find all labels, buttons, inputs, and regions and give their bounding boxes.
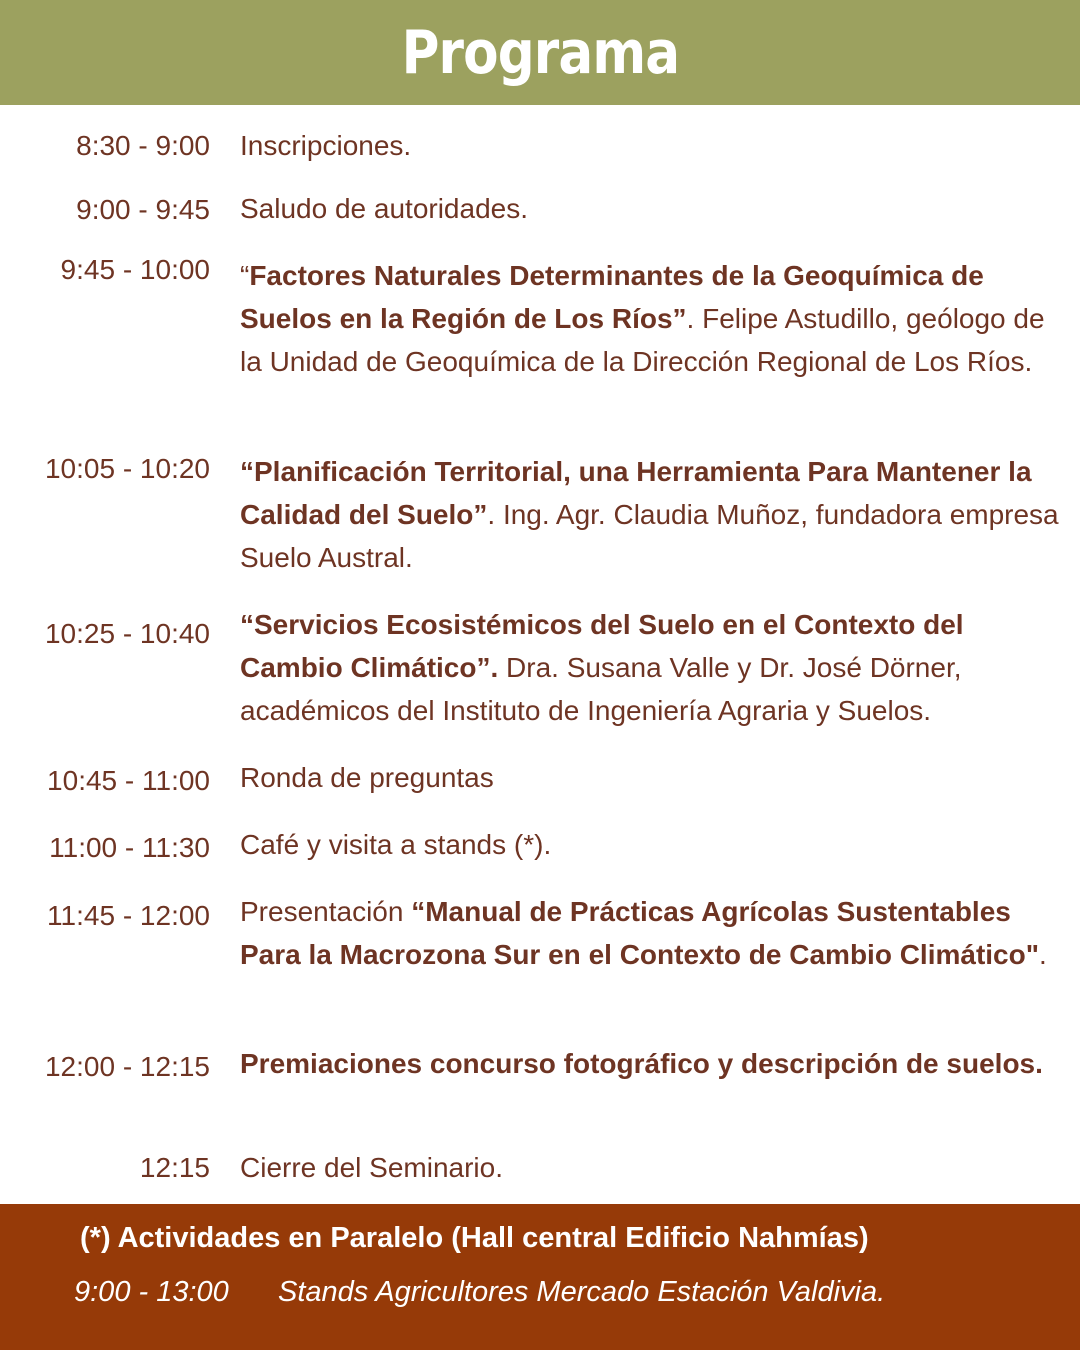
schedule-time: 10:05 - 10:20 bbox=[44, 453, 210, 484]
schedule-time: 10:45 - 11:00 bbox=[47, 765, 210, 796]
schedule-description: Premiaciones concurso fotográfico y descripción de suelos. bbox=[240, 1048, 1043, 1079]
schedule-description: Ronda de preguntas bbox=[240, 762, 494, 793]
footer-description: Stands Agricultores Mercado Estación Valdivia. bbox=[278, 1276, 886, 1308]
schedule-time: 11:00 - 11:30 bbox=[49, 832, 210, 863]
schedule-time: 9:45 - 10:00 bbox=[60, 254, 210, 285]
schedule-description: Presentación “Manual de Prácticas Agrícolas Sustentables Para la Macrozona Sur en el Contexto de Cambio Climático". bbox=[240, 896, 1047, 970]
schedule-description: “Factores Naturales Determinantes de la Geoquímica de Suelos en la Región de Los Ríos”. Felipe Astudillo, geólogo de la Unidad de Geoquímica de la Dirección Regional de Los Ríos. bbox=[240, 260, 1045, 377]
page-title: Programa bbox=[401, 17, 679, 88]
footer-title: (*) Actividades en Paralelo (Hall central Edificio Nahmías) bbox=[80, 1222, 869, 1254]
schedule-description: Inscripciones. bbox=[240, 130, 412, 161]
schedule-time: 12:15 bbox=[139, 1152, 210, 1183]
schedule-description: “Planificación Territorial, una Herramienta Para Mantener la Calidad del Suelo”. Ing. Agr. Claudia Muñoz, fundadora empresa Suelo Austral. bbox=[240, 456, 1059, 573]
schedule-time: 8:30 - 9:00 bbox=[76, 130, 210, 161]
schedule-time: 12:00 - 12:15 bbox=[44, 1051, 210, 1082]
schedule-description: “Servicios Ecosistémicos del Suelo en el Contexto del Cambio Climático”. Dra. Susana Valle y Dr. José Dörner, académicos del Instituto de Ingeniería Agraria y Suelos. bbox=[240, 609, 964, 726]
schedule-time: 10:25 - 10:40 bbox=[44, 618, 210, 649]
schedule-time: 9:00 - 9:45 bbox=[76, 194, 210, 225]
parallel-activities-footer bbox=[0, 1204, 1080, 1350]
schedule-description: Saludo de autoridades. bbox=[240, 193, 528, 224]
schedule-time: 11:45 - 12:00 bbox=[47, 900, 210, 931]
footer-time: 9:00 - 13:00 bbox=[74, 1276, 229, 1308]
schedule-description: Café y visita a stands (*). bbox=[240, 829, 552, 860]
schedule-description: Cierre del Seminario. bbox=[240, 1152, 503, 1183]
